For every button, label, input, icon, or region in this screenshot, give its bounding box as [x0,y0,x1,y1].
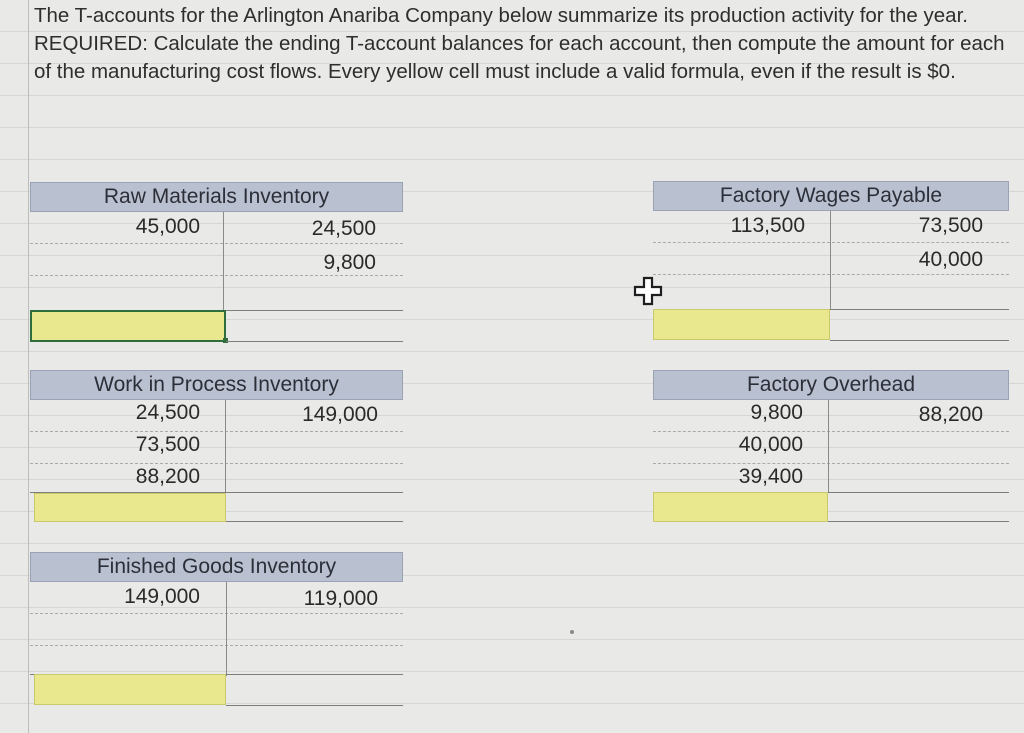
ending-balance-input-finished-goods[interactable] [34,674,226,705]
debit-cell[interactable]: 113,500 [730,214,805,237]
credit-cell[interactable]: 73,500 [918,214,983,237]
credit-cell[interactable]: 149,000 [302,403,378,426]
ending-balance-input-work-in-process[interactable] [34,493,226,522]
t-account-title: Factory Wages Payable [653,181,1009,211]
t-account-title: Work in Process Inventory [30,370,403,400]
t-account-title: Factory Overhead [653,370,1009,400]
t-account-title: Raw Materials Inventory [30,182,403,212]
plus-cross-cursor-icon [633,276,663,306]
table-row [30,614,403,646]
ending-balance-input-raw-materials[interactable] [30,310,226,342]
t-account-divider [223,212,224,310]
credit-cell[interactable]: 9,800 [323,251,376,274]
debit-cell[interactable]: 24,500 [135,401,200,424]
t-account-raw-materials [30,182,403,342]
credit-cell[interactable]: 24,500 [311,217,376,240]
instructions-text: The T-accounts for the Arlington Anariba Company below summarize its production activity for the year. REQUIRED: Calculate the ending T-account balances for each account, then compute the amount for each of the manufacturing cost flows. Every yellow cell must include a valid formula, even if the result is $0. [34,4,1005,83]
t-account-factory-overhead [653,370,1009,522]
row-header-border [28,0,29,733]
stray-mark [570,630,574,634]
debit-cell[interactable]: 149,000 [124,585,200,608]
t-account-work-in-process [30,370,403,522]
total-line [226,341,403,342]
debit-cell[interactable]: 73,500 [135,433,200,456]
credit-cell[interactable]: 119,000 [303,587,378,610]
debit-cell[interactable]: 45,000 [135,215,200,238]
t-account-title: Finished Goods Inventory [30,552,403,582]
debit-cell[interactable]: 88,200 [135,465,200,488]
total-line [226,521,403,522]
credit-cell[interactable]: 88,200 [918,403,983,426]
total-line [830,340,1009,341]
debit-cell[interactable]: 9,800 [750,401,803,424]
t-account-divider [830,211,831,309]
total-line [226,705,403,706]
t-account-finished-goods [30,552,403,706]
total-line [828,521,1009,522]
t-account-divider [828,400,829,492]
ending-balance-input-factory-wages[interactable] [653,309,830,340]
debit-cell[interactable]: 40,000 [738,433,803,456]
ending-balance-input-factory-overhead[interactable] [653,492,828,522]
debit-cell[interactable]: 39,400 [738,465,803,488]
t-account-factory-wages-payable [653,181,1009,341]
credit-cell[interactable]: 40,000 [918,248,983,271]
